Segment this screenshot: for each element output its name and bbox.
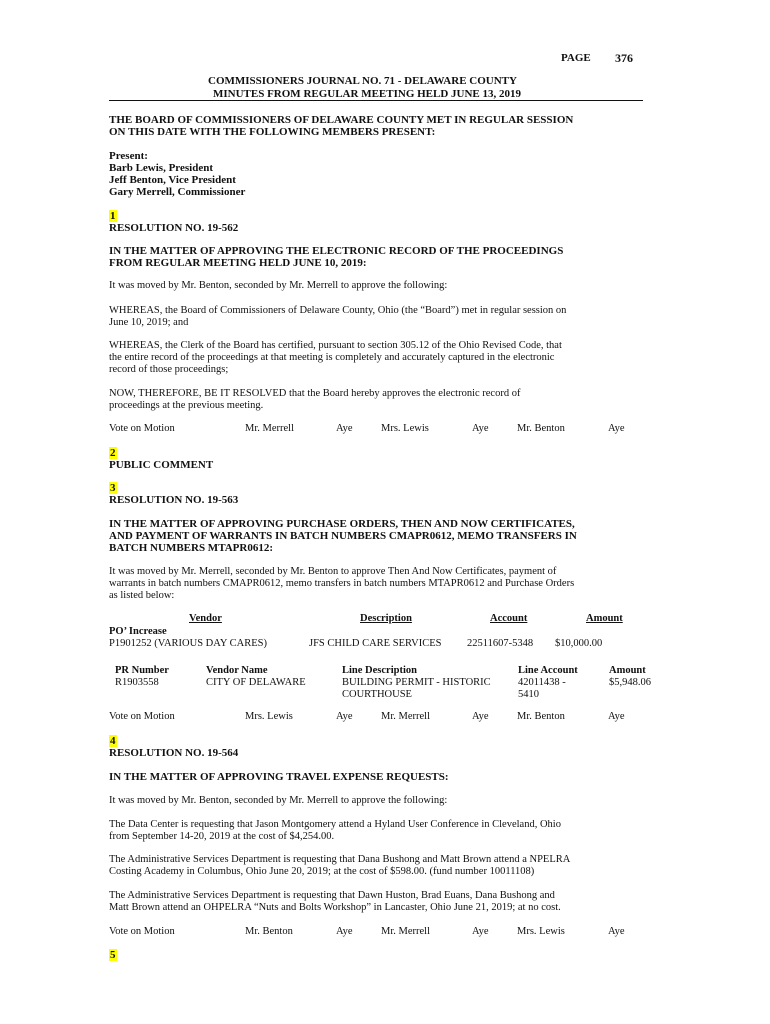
item3-moved-line-2: warrants in batch numbers CMAPR0612, memo transfers in batch numbers MTAPR0612 and Purchase Orders	[109, 578, 575, 589]
pr-row-vendor: CITY OF DELAWARE	[206, 677, 306, 688]
resolution-19-562: RESOLUTION NO. 19-562	[109, 222, 239, 234]
item4-p2-line-2: Costing Academy in Columbus, Ohio June 20, 2019; at the cost of $598.00. (fund number 10011108)	[109, 866, 535, 877]
item4-voter-2: Mr. Merrell	[381, 926, 430, 937]
item1-whereas2-line-1: WHEREAS, the Clerk of the Board has certified, pursuant to section 305.12 of the Ohio Revised Code, that	[109, 340, 562, 351]
po-row-description: JFS CHILD CARE SERVICES	[309, 638, 442, 649]
item3-vote-2: Aye	[472, 711, 489, 722]
pr-row-account-1: 42011438 -	[518, 677, 566, 688]
item-number-2: 2	[110, 447, 116, 459]
resolution-19-563: RESOLUTION NO. 19-563	[109, 494, 239, 506]
item1-moved: It was moved by Mr. Benton, seconded by Mr. Merrell to approve the following:	[109, 280, 448, 291]
po-row-amount: $10,000.00	[555, 638, 603, 649]
item1-vote-3: Aye	[608, 423, 625, 434]
item1-whereas1-line-1: WHEREAS, the Board of Commissioners of Delaware County, Ohio (the “Board”) met in regular session on	[109, 305, 567, 316]
po-header-vendor: Vendor	[189, 613, 222, 624]
item1-resolved-line-2: proceedings at the previous meeting.	[109, 400, 264, 411]
item1-whereas1-line-2: June 10, 2019; and	[109, 317, 189, 328]
member-vice-president: Jeff Benton, Vice President	[109, 174, 236, 186]
item1-whereas2-line-3: record of those proceedings;	[109, 364, 229, 375]
item3-vote-1: Aye	[336, 711, 353, 722]
item4-p1-line-2: from September 14-20, 2019 at the cost of $4,254.00.	[109, 831, 335, 842]
item4-vote-1: Aye	[336, 926, 353, 937]
item-number-5: 5	[110, 949, 116, 961]
po-row-vendor: P1901252 (VARIOUS DAY CARES)	[109, 638, 268, 649]
item4-p1-line-1: The Data Center is requesting that Jason Montgomery attend a Hyland User Conference in Cleveland, Ohio	[109, 819, 561, 830]
item4-p3-line-1: The Administrative Services Department is requesting that Dawn Huston, Brad Euans, Dana Bushong and	[109, 890, 555, 901]
item4-p2-line-1: The Administrative Services Department is requesting that Dana Bushong and Matt Brown attend a NPELRA	[109, 854, 571, 865]
header-rule	[109, 100, 643, 101]
item1-title-line-1: IN THE MATTER OF APPROVING THE ELECTRONIC RECORD OF THE PROCEEDINGS	[109, 245, 564, 257]
minutes-title: MINUTES FROM REGULAR MEETING HELD JUNE 13, 2019	[213, 88, 522, 100]
item3-moved-line-1: It was moved by Mr. Merrell, seconded by Mr. Benton to approve Then And Now Certificates, payment of	[109, 566, 557, 577]
item1-resolved-line-1: NOW, THEREFORE, BE IT RESOLVED that the Board hereby approves the electronic record of	[109, 388, 521, 399]
po-header-account: Account	[490, 613, 528, 624]
item1-vote-label: Vote on Motion	[109, 423, 175, 434]
item4-moved: It was moved by Mr. Benton, seconded by Mr. Merrell to approve the following:	[109, 795, 448, 806]
item3-voter-2: Mr. Merrell	[381, 711, 430, 722]
item1-voter-1: Mr. Merrell	[245, 423, 294, 434]
item3-title-line-3: BATCH NUMBERS MTAPR0612:	[109, 542, 273, 554]
resolution-19-564: RESOLUTION NO. 19-564	[109, 747, 239, 759]
present-label: Present:	[109, 150, 148, 162]
item-number-3: 3	[110, 482, 116, 494]
public-comment-heading: PUBLIC COMMENT	[109, 459, 214, 471]
item3-moved-line-3: as listed below:	[109, 590, 175, 601]
po-header-amount: Amount	[586, 613, 623, 624]
item4-vote-label: Vote on Motion	[109, 926, 175, 937]
pr-header-number: PR Number	[115, 665, 169, 676]
pr-header-line-description: Line Description	[342, 665, 417, 676]
item1-vote-2: Aye	[472, 423, 489, 434]
pr-header-line-account: Line Account	[518, 665, 578, 676]
item3-title-line-2: AND PAYMENT OF WARRANTS IN BATCH NUMBERS CMAPR0612, MEMO TRANSFERS IN	[109, 530, 577, 542]
item4-vote-3: Aye	[608, 926, 625, 937]
po-header-description: Description	[360, 613, 412, 624]
po-row-account: 22511607-5348	[467, 638, 534, 649]
item4-p3-line-2: Matt Brown attend an OHPELRA “Nuts and Bolts Workshop” in Lancaster, Ohio June 21, 2019; at no cost.	[109, 902, 561, 913]
item1-vote-1: Aye	[336, 423, 353, 434]
item3-title-line-1: IN THE MATTER OF APPROVING PURCHASE ORDERS, THEN AND NOW CERTIFICATES,	[109, 518, 575, 530]
item1-voter-2: Mrs. Lewis	[381, 423, 429, 434]
member-president: Barb Lewis, President	[109, 162, 213, 174]
item4-title: IN THE MATTER OF APPROVING TRAVEL EXPENSE REQUESTS:	[109, 771, 449, 783]
intro-line-2: ON THIS DATE WITH THE FOLLOWING MEMBERS PRESENT:	[109, 126, 436, 138]
item4-voter-3: Mrs. Lewis	[517, 926, 565, 937]
pr-row-line-1: BUILDING PERMIT - HISTORIC	[342, 677, 491, 688]
item3-voter-3: Mr. Benton	[517, 711, 565, 722]
pr-row-account-2: 5410	[518, 689, 539, 700]
item3-vote-label: Vote on Motion	[109, 711, 175, 722]
pr-row-amount: $5,948.06	[609, 677, 651, 688]
pr-row-number: R1903558	[115, 677, 159, 688]
item4-vote-2: Aye	[472, 926, 489, 937]
po-group-label: PO’ Increase	[109, 626, 167, 637]
pr-row-line-2: COURTHOUSE	[342, 689, 412, 700]
item-number-1: 1	[110, 210, 116, 222]
pr-header-amount: Amount	[609, 665, 646, 676]
journal-title: COMMISSIONERS JOURNAL NO. 71 - DELAWARE COUNTY	[208, 75, 517, 87]
item3-voter-1: Mrs. Lewis	[245, 711, 293, 722]
item-number-4: 4	[110, 735, 116, 747]
item4-voter-1: Mr. Benton	[245, 926, 293, 937]
item1-whereas2-line-2: the entire record of the proceedings at that meeting is completely and accurately captured in the electronic	[109, 352, 555, 363]
page-label: PAGE	[561, 52, 591, 64]
item1-title-line-2: FROM REGULAR MEETING HELD JUNE 10, 2019:	[109, 257, 367, 269]
item3-vote-3: Aye	[608, 711, 625, 722]
page-number: 376	[615, 51, 633, 65]
pr-header-vendor: Vendor Name	[206, 665, 268, 676]
item1-voter-3: Mr. Benton	[517, 423, 565, 434]
member-commissioner: Gary Merrell, Commissioner	[109, 186, 246, 198]
intro-line-1: THE BOARD OF COMMISSIONERS OF DELAWARE COUNTY MET IN REGULAR SESSION	[109, 114, 574, 126]
